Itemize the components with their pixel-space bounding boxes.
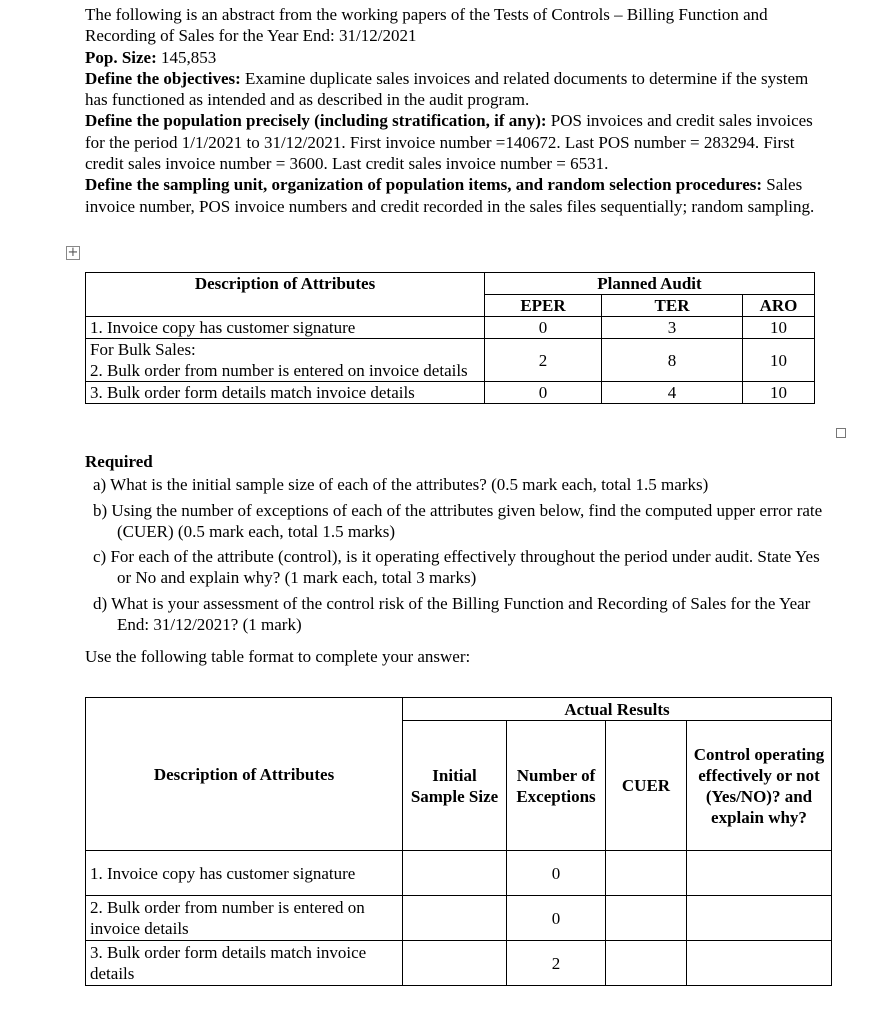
t2-initial-sample-header: Initial Sample Size <box>403 721 507 851</box>
t2-row2-sample-input[interactable] <box>403 896 507 941</box>
t2-row1-control-input[interactable] <box>687 851 832 896</box>
t1-row3-aro: 10 <box>743 382 815 404</box>
table-row <box>86 339 815 382</box>
population-text: POS invoices and credit sales invoices for the period 1/1/2021 to 31/12/2021. First invoice number =140672. Last POS number = 283294. First credit sales invoice number = 3600. Last credit sales invoice number = 6531. <box>85 111 813 174</box>
answer-table <box>85 697 832 986</box>
t2-row1-sample-input[interactable] <box>403 851 507 896</box>
planned-audit-table <box>85 272 815 404</box>
t2-row2-desc: 2. Bulk order from number is entered on invoice details <box>86 896 403 941</box>
t1-eper-header: EPER <box>485 295 602 317</box>
sampling <box>85 174 825 217</box>
required-item-a: a) What is the initial sample size of each of the attributes? (0.5 mark each, total 1.5 marks) <box>93 475 709 495</box>
t1-row2-desc: 2. Bulk order from number is entered on invoice details <box>90 361 468 380</box>
population-label: Define the population precisely (including stratification, if any): <box>85 111 547 131</box>
t2-row2-cuer-input[interactable] <box>606 896 687 941</box>
table-resize-handle[interactable] <box>836 428 846 438</box>
required-item-c: c) For each of the attribute (control), is it operating effectively throughout the period under audit. State Yes or No and explain why? (1 mark each, total 3 marks) <box>93 547 820 588</box>
t2-row3-exceptions: 2 <box>507 941 606 986</box>
format-note: Use the following table format to complete your answer: <box>85 647 471 667</box>
t2-row1-desc: 1. Invoice copy has customer signature <box>86 851 403 896</box>
t1-row1-desc: 1. Invoice copy has customer signature <box>86 317 485 339</box>
t2-row2-exceptions: 0 <box>507 896 606 941</box>
t1-row1-eper: 0 <box>485 317 602 339</box>
t2-row2-control-input[interactable] <box>687 896 832 941</box>
t1-planned-audit-header: Planned Audit <box>485 273 815 295</box>
t2-row1-exceptions: 0 <box>507 851 606 896</box>
population <box>85 110 825 174</box>
t2-exceptions-header: Number of Exceptions <box>507 721 606 851</box>
t2-actual-results-header: Actual Results <box>403 698 832 721</box>
t2-row3-control-input[interactable] <box>687 941 832 986</box>
t1-row2-aro: 10 <box>743 339 815 382</box>
pop-size-value: 145,853 <box>156 47 217 67</box>
pop-size <box>85 47 825 68</box>
t2-control-header: Control operating effectively or not (Yes/NO)? and explain why? <box>687 721 832 851</box>
t2-row3-desc: 3. Bulk order form details match invoice details <box>86 941 403 986</box>
t2-row1-cuer-input[interactable] <box>606 851 687 896</box>
t2-desc-header: Description of Attributes <box>86 698 403 851</box>
table-move-handle-icon[interactable]: + <box>67 245 79 260</box>
table-row <box>86 382 815 404</box>
t1-row1-ter: 3 <box>602 317 743 339</box>
required-section <box>85 451 825 668</box>
pop-size-label: Pop. Size: <box>85 47 157 67</box>
t2-row3-cuer-input[interactable] <box>606 941 687 986</box>
sampling-label: Define the sampling unit, organization of population items, and random selection procedures: <box>85 175 763 195</box>
t1-row1-aro: 10 <box>743 317 815 339</box>
t1-ter-header: TER <box>602 295 743 317</box>
objectives-label: Define the objectives: <box>85 68 241 88</box>
intro-text: The following is an abstract from the working papers of the Tests of Controls – Billing Function and Recording of Sales for the Year End: 31/12/2021 <box>85 5 768 46</box>
objectives-text: Examine duplicate sales invoices and related documents to determine if the system has functioned as intended and as described in the audit program. <box>85 68 809 110</box>
required-item-b: b) Using the number of exceptions of each of the attributes given below, find the computed upper error rate (CUER) (0.5 mark each, total 1.5 marks) <box>93 500 823 541</box>
t2-row3-sample-input[interactable] <box>403 941 507 986</box>
t1-bulk-label: For Bulk Sales: <box>90 340 196 359</box>
sampling-text: Sales invoice number, POS invoice numbers and credit recorded in the sales files sequentially; random sampling. <box>85 175 815 216</box>
required-title: Required <box>85 452 153 471</box>
t1-row3-desc: 3. Bulk order form details match invoice details <box>86 382 485 404</box>
intro-paragraph <box>85 4 825 217</box>
required-item-d: d) What is your assessment of the control risk of the Billing Function and Recording of Sales for the Year End: 31/12/2021? (1 mark) <box>93 593 811 635</box>
t1-aro-header: ARO <box>743 295 815 317</box>
table-row <box>86 896 832 941</box>
t1-desc-header: Description of Attributes <box>86 273 485 317</box>
t2-cuer-header: CUER <box>606 721 687 851</box>
t1-row2-eper: 2 <box>485 339 602 382</box>
t1-row2-desc-cell <box>86 339 485 382</box>
t1-row3-ter: 4 <box>602 382 743 404</box>
table-row <box>86 317 815 339</box>
t1-row3-eper: 0 <box>485 382 602 404</box>
t1-row2-ter: 8 <box>602 339 743 382</box>
objectives <box>85 68 825 111</box>
table-row <box>86 851 832 896</box>
table-row <box>86 941 832 986</box>
